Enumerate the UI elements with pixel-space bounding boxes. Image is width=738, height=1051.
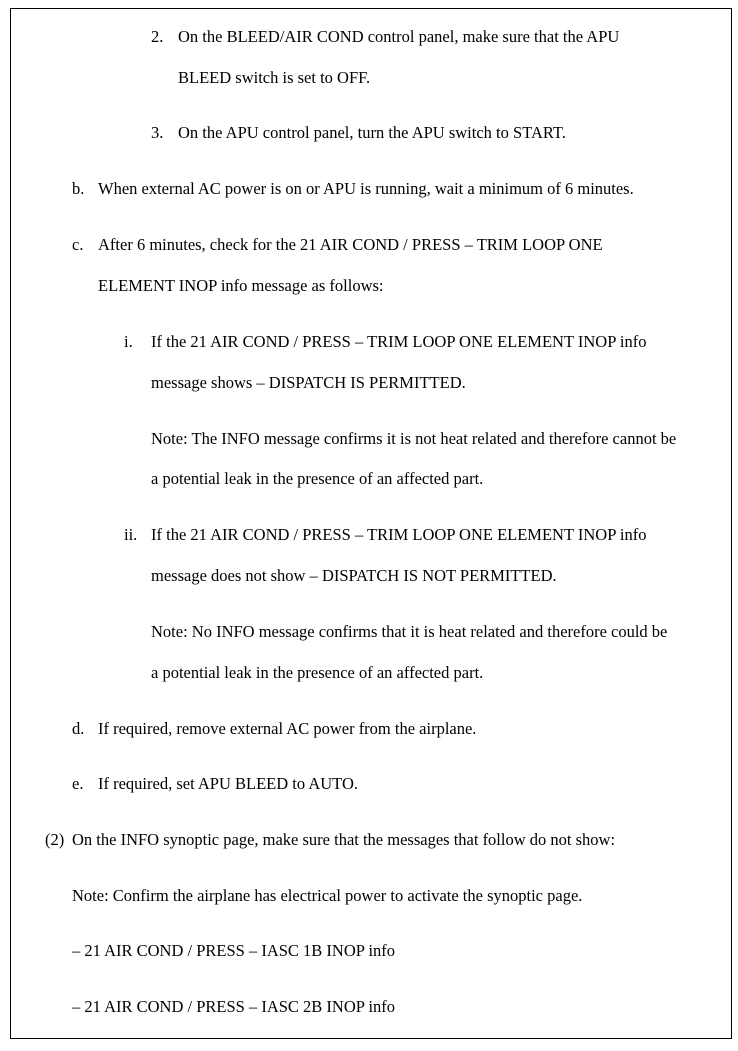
step-2-main-message-1: – 21 AIR COND / PRESS – IASC 1B INOP info xyxy=(72,941,396,960)
item-c-marker: c. xyxy=(72,235,84,254)
item-c-i-note-line-1: Note: The INFO message confirms it is not heat related and therefore cannot be xyxy=(151,429,677,448)
item-c-line-2: ELEMENT INOP info message as follows: xyxy=(98,276,384,295)
step-2-main-marker: (2) xyxy=(45,830,65,849)
step-3-marker: 3. xyxy=(151,123,164,142)
item-c-line-1: After 6 minutes, check for the 21 AIR COND / PRESS – TRIM LOOP ONE xyxy=(98,235,603,254)
item-c-i-line-1: If the 21 AIR COND / PRESS – TRIM LOOP ONE ELEMENT INOP info xyxy=(151,332,647,351)
item-d-marker: d. xyxy=(72,719,85,738)
item-e-marker: e. xyxy=(72,774,84,793)
step-2-main-line-1: On the INFO synoptic page, make sure that the messages that follow do not show: xyxy=(72,830,616,849)
step-2-line-2: BLEED switch is set to OFF. xyxy=(178,68,371,87)
step-2-line-1: On the BLEED/AIR COND control panel, make sure that the APU xyxy=(178,27,620,46)
item-d-line-1: If required, remove external AC power from the airplane. xyxy=(98,719,477,738)
document-frame xyxy=(10,8,732,1039)
item-c-ii-marker: ii. xyxy=(124,525,138,544)
item-b-marker: b. xyxy=(72,179,85,198)
item-c-i-marker: i. xyxy=(124,332,133,351)
item-b-line-1: When external AC power is on or APU is running, wait a minimum of 6 minutes. xyxy=(98,179,634,198)
item-c-i-line-2: message shows – DISPATCH IS PERMITTED. xyxy=(151,373,466,392)
item-c-ii-line-2: message does not show – DISPATCH IS NOT PERMITTED. xyxy=(151,566,557,585)
item-e-line-1: If required, set APU BLEED to AUTO. xyxy=(98,774,358,793)
item-c-ii-line-1: If the 21 AIR COND / PRESS – TRIM LOOP ONE ELEMENT INOP info xyxy=(151,525,647,544)
step-2-main-message-2: – 21 AIR COND / PRESS – IASC 2B INOP info xyxy=(72,997,396,1016)
item-c-ii-note-line-1: Note: No INFO message confirms that it is heat related and therefore could be xyxy=(151,622,668,641)
item-c-i-note-line-2: a potential leak in the presence of an affected part. xyxy=(151,469,484,488)
step-3-line-1: On the APU control panel, turn the APU switch to START. xyxy=(178,123,566,142)
step-2-main-note: Note: Confirm the airplane has electrical power to activate the synoptic page. xyxy=(72,886,583,905)
step-2-marker: 2. xyxy=(151,27,164,46)
item-c-ii-note-line-2: a potential leak in the presence of an affected part. xyxy=(151,663,484,682)
